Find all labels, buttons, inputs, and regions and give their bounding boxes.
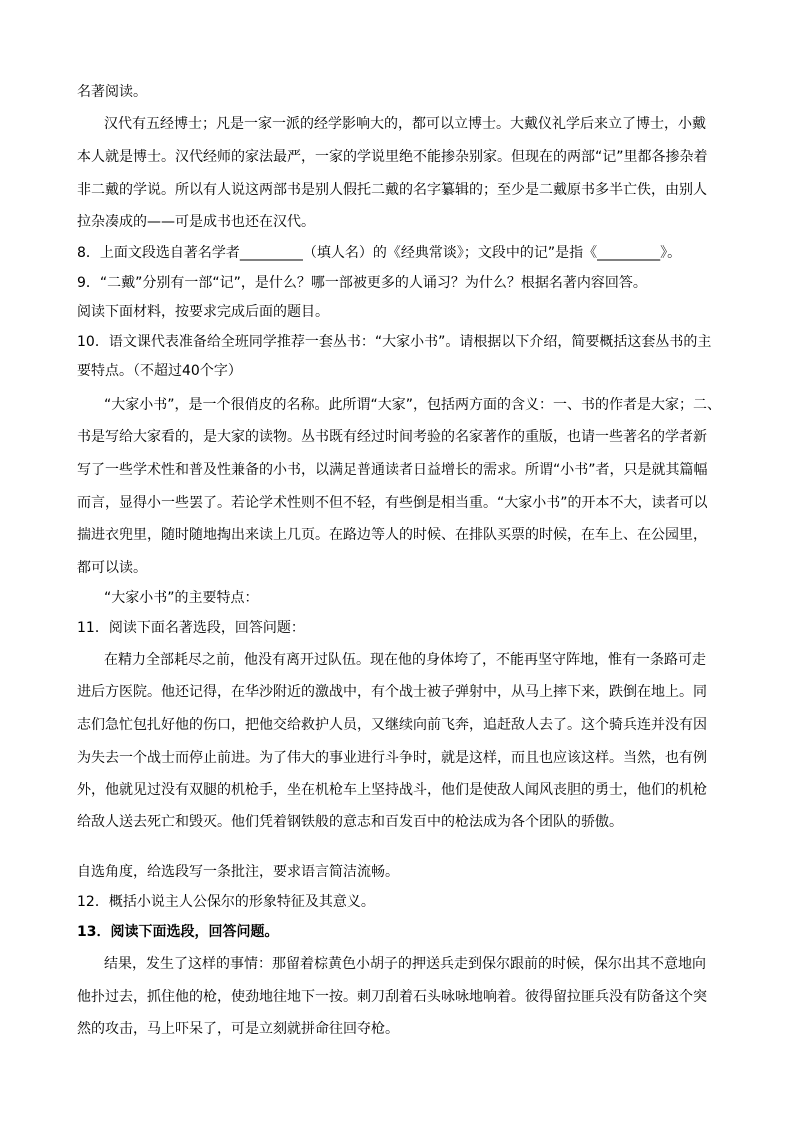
text-line: 本人就是博士。汉代经师的家法最严，一家的学说里绝不能掺杂别家。但现在的两部“记”里都各掺杂着 (77, 149, 708, 165)
text-line: 汉代有五经博士；凡是一家一派的经学影响大的，都可以立博士。大戴仪礼学后来立了博士，小戴 (104, 116, 706, 132)
text-line: 9．“二戴”分别有一部“记”，是什么？哪一部被更多的人诵习？为什么？根据名著内容回答。 (77, 275, 647, 291)
text-line: 写了一些学术性和普及性兼备的小书，以满足普通读者日益增长的需求。所谓“小书”者，只是就其篇幅 (77, 462, 708, 478)
text-line: 都可以读。 (77, 560, 147, 576)
text-line: 在精力全部耗尽之前，他没有离开过队伍。现在他的身体垮了，不能再坚守阵地，惟有一条路可走 (104, 652, 706, 668)
text-line: 他扑过去，抓住他的枪，使劲地往地下一按。刺刀刮着石头咏咏地响着。彼得留拉匪兵没有防备这个突 (77, 989, 707, 1005)
text-line: 外，他就见过没有双腿的机枪手，坐在机枪车上坚持战斗，他们是使敌人闻风丧胆的勇士，他们的机枪 (77, 782, 707, 798)
text-line: 然的攻击，马上吓呆了，可是立刻就拼命往回夺枪。 (77, 1021, 399, 1037)
text-line: 要特点。（不超过40个字） (77, 363, 242, 379)
text-line: 非二戴的学说。所以有人说这两部书是别人假托二戴的名字纂辑的；至少是二戴原书多半亡佚，由别人 (77, 182, 707, 198)
text-line: 12．概括小说主人公保尔的形象特征及其意义。 (77, 894, 375, 910)
text-line: 拉杂凑成的——可是成书也还在汉代。 (77, 214, 315, 230)
text-line: 11．阅读下面名著选段，回答问题： (77, 620, 305, 636)
text-line: 给敌人送去死亡和毁灭。他们凭着钢铁般的意志和百发百中的枪法成为各个团队的骄傲。 (77, 814, 623, 830)
text-line: 而言，显得小一些罢了。若论学术性则不但不轻，有些倒是相当重。“大家小书”的开本不大，读者可以 (77, 495, 708, 511)
text-line: 揣进衣兜里，随时随地掏出来读上几页。在路边等人的时候、在排队买票的时候，在车上、在公园里， (77, 527, 707, 543)
text-line: “大家小书”，是一个很俏皮的名称。此所谓“大家”，包括两方面的含义：一、书的作者是大家；二、 (104, 397, 722, 413)
text-line: 书是写给大家看的，是大家的读物。丛书既有经过时间考验的名家著作的重版，也请一些著名的学者新 (77, 429, 707, 445)
text-line: 志们急忙包扎好他的伤口，把他交给救护人员，又继续向前飞奔，追赶敌人去了。这个骑兵连并没有因 (77, 717, 707, 733)
text-line: 结果，发生了这样的事情：那留着棕黄色小胡子的押送兵走到保尔跟前的时候，保尔出其不意地向 (104, 956, 706, 972)
text-line: 阅读下面材料，按要求完成后面的题目。 (77, 304, 329, 320)
text-line: 10．语文课代表准备给全班同学推荐一套丛书：“大家小书”。请根据以下介绍，简要概括这套丛书的主 (77, 334, 712, 350)
text-line: 进后方医院。他还记得，在华沙附近的激战中，有个战士被子弹射中，从马上摔下来，跌倒在地上。同 (77, 684, 707, 700)
text-line: “大家小书”的主要特点： (104, 590, 259, 606)
text-line: 为失去一个战士而停止前进。为了伟大的事业进行斗争时，就是这样，而且也应该这样。当然，也有例 (77, 750, 707, 766)
text-line: 8．上面文段选自著名学者_________（填人名）的《经典常谈》；文段中的记”是指《_________》。 (77, 245, 682, 261)
text-line: 名著阅读。 (77, 84, 147, 100)
text-line: 自选角度，给选段写一条批注，要求语言简洁流畅。 (77, 864, 399, 880)
text-line: 13．阅读下面选段，回答问题。 (77, 924, 279, 940)
